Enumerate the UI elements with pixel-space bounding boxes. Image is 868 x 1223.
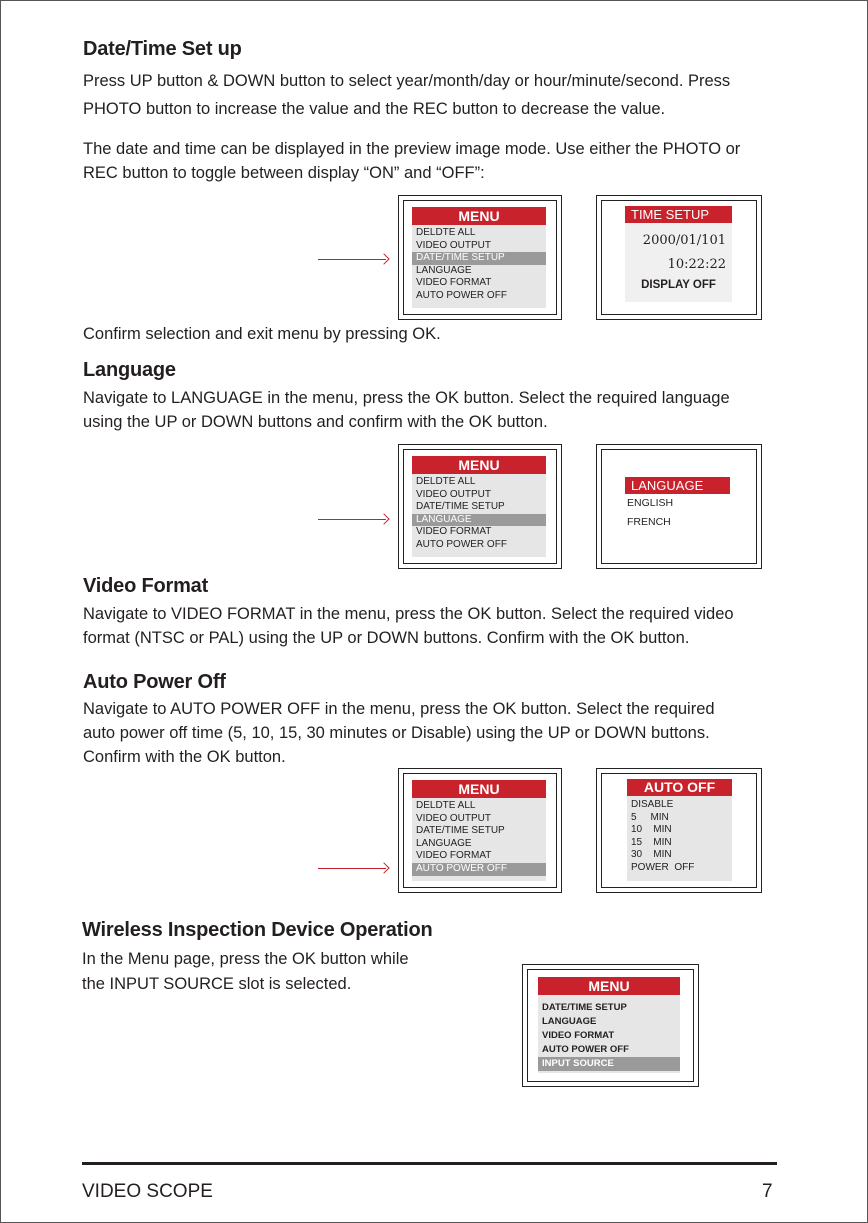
language-heading: Language	[83, 359, 176, 381]
menu-item: DELDTE ALL	[416, 476, 476, 487]
time-setup-display: DISPLAY OFF	[641, 279, 716, 291]
menu-title: MENU	[412, 207, 546, 225]
menu-item: DATE/TIME SETUP	[416, 825, 505, 837]
time-setup-title: TIME SETUP	[625, 206, 732, 223]
auto-off-option: POWER OFF	[631, 861, 695, 873]
wireless-line2: the INPUT SOURCE slot is selected.	[82, 975, 352, 993]
language-line2: using the UP or DOWN buttons and confirm with the OK button.	[83, 413, 548, 431]
language-option: ENGLISH	[627, 497, 674, 509]
menu-item-selected: AUTO POWER OFF	[412, 863, 546, 876]
wireless-menu-item: AUTO POWER OFF	[542, 1044, 629, 1055]
datetime-heading: Date/Time Set up	[83, 38, 242, 60]
language-screen	[596, 444, 762, 569]
menu-screen-auto-power	[398, 768, 562, 893]
menu-item: DELDTE ALL	[416, 800, 476, 811]
auto-off-option: 10 MIN	[631, 824, 672, 836]
wireless-menu-item-selected: INPUT SOURCE	[538, 1057, 680, 1071]
auto-power-heading: Auto Power Off	[83, 671, 226, 693]
datetime-para1-line1: Press UP button & DOWN button to select year/month/day or hour/minute/second. Press	[83, 72, 731, 90]
menu-item: VIDEO FORMAT	[416, 526, 492, 538]
datetime-para2-line2: REC button to toggle between display “ON” and “OFF”:	[83, 164, 485, 182]
menu-item: LANGUAGE	[416, 837, 472, 849]
menu-item-selected: LANGUAGE	[412, 514, 546, 527]
video-format-line2: format (NTSC or PAL) using the UP or DOWN buttons. Confirm with the OK button.	[83, 629, 690, 647]
footer-title: VIDEO SCOPE	[82, 1181, 213, 1202]
datetime-para2-line1: The date and time can be displayed in the preview image mode. Use either the PHOTO or	[83, 140, 741, 158]
menu-title: MENU	[412, 780, 546, 798]
menu-item: AUTO POWER OFF	[416, 289, 507, 301]
menu-item-selected: DATE/TIME SETUP	[412, 252, 546, 265]
wireless-menu-item: VIDEO FORMAT	[542, 1030, 615, 1041]
menu-item: DATE/TIME SETUP	[416, 501, 505, 513]
wireless-heading: Wireless Inspection Device Operation	[82, 919, 433, 941]
menu-item: DELDTE ALL	[416, 227, 476, 238]
datetime-para1-line2: PHOTO button to increase the value and the REC button to decrease the value.	[83, 100, 666, 118]
auto-off-option: 5 MIN	[631, 811, 669, 823]
wireless-menu-item: LANGUAGE	[542, 1016, 597, 1027]
footer-rule	[82, 1162, 777, 1165]
datetime-confirm: Confirm selection and exit menu by pressing OK.	[83, 325, 441, 343]
menu-item: VIDEO FORMAT	[416, 277, 492, 289]
page-number: 7	[762, 1181, 773, 1202]
menu-title: MENU	[412, 456, 546, 474]
time-setup-time: 10:22:22	[667, 257, 726, 272]
menu-screen-wireless	[522, 964, 699, 1087]
menu-screen-language	[398, 444, 562, 569]
wireless-menu-item: DATE/TIME SETUP	[542, 1002, 627, 1013]
arrow-datetime	[318, 259, 386, 260]
menu-item: AUTO POWER OFF	[416, 538, 507, 550]
video-format-line1: Navigate to VIDEO FORMAT in the menu, press the OK button. Select the required video	[83, 605, 734, 623]
wireless-line1: In the Menu page, press the OK button while	[82, 950, 409, 968]
menu-item: VIDEO FORMAT	[416, 850, 492, 862]
menu-screen-datetime	[398, 195, 562, 320]
auto-off-option: 15 MIN	[631, 836, 672, 848]
menu-item: VIDEO OUTPUT	[416, 239, 492, 251]
menu-item: LANGUAGE	[416, 264, 472, 276]
language-option: FRENCH	[627, 516, 671, 528]
menu-item: VIDEO OUTPUT	[416, 488, 492, 500]
auto-off-option: 30 MIN	[631, 849, 672, 861]
auto-power-line2: auto power off time (5, 10, 15, 30 minutes or Disable) using the UP or DOWN buttons.	[83, 724, 710, 742]
arrow-language	[318, 519, 386, 520]
auto-off-option: DISABLE	[631, 799, 674, 810]
video-format-heading: Video Format	[83, 575, 209, 597]
auto-off-screen	[596, 768, 762, 893]
time-setup-screen	[596, 195, 762, 320]
wireless-menu-title: MENU	[538, 977, 680, 995]
language-line1: Navigate to LANGUAGE in the menu, press the OK button. Select the required language	[83, 389, 730, 407]
auto-power-line1: Navigate to AUTO POWER OFF in the menu, press the OK button. Select the required	[83, 700, 715, 718]
auto-power-line3: Confirm with the OK button.	[83, 748, 286, 766]
language-screen-title: LANGUAGE	[625, 477, 730, 494]
arrow-auto-power	[318, 868, 386, 869]
time-setup-date: 2000/01/101	[642, 233, 726, 248]
auto-off-title: AUTO OFF	[627, 779, 732, 796]
menu-item: VIDEO OUTPUT	[416, 812, 492, 824]
